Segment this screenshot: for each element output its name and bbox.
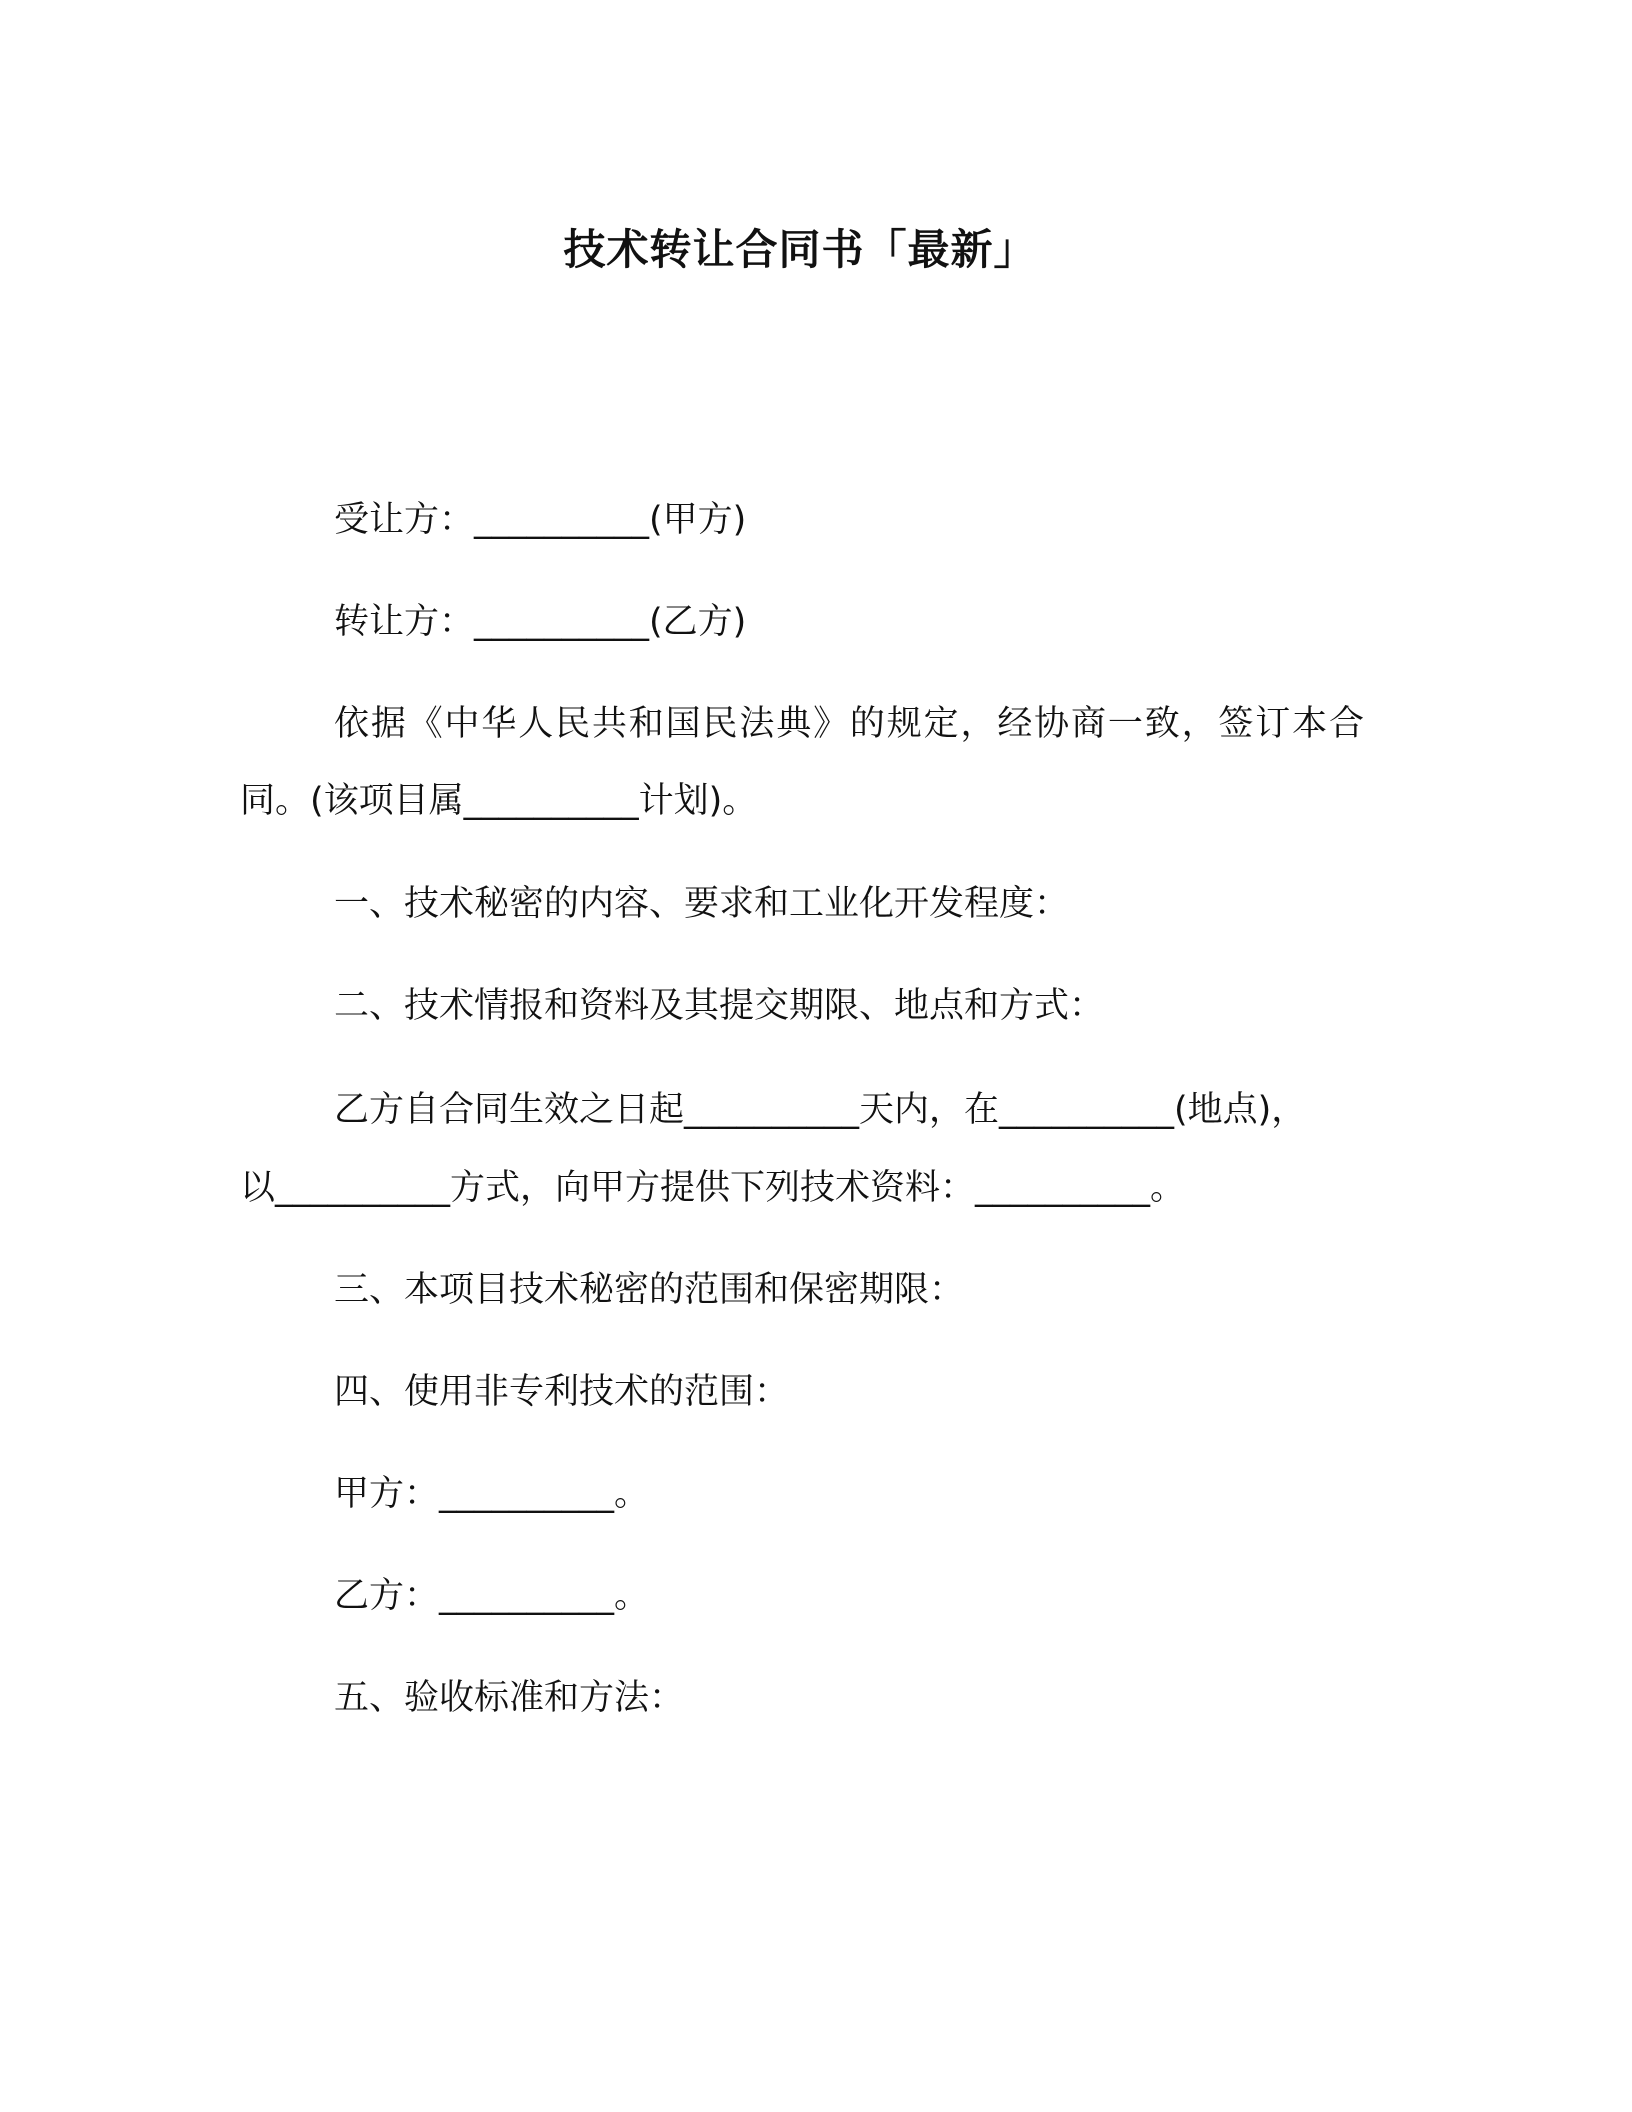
- section-4-party-b: 乙方：__________。: [334, 1576, 650, 1616]
- section-2-heading: 二、技术情报和资料及其提交期限、地点和方式：: [334, 986, 1105, 1026]
- document-title: 技术转让合同书「最新」: [563, 225, 1037, 274]
- party-b-line: 转让方：__________(乙方): [334, 602, 747, 642]
- preamble-line-2: 同。(该项目属__________计划)。: [240, 781, 758, 821]
- section-3-heading: 三、本项目技术秘密的范围和保密期限：: [334, 1270, 965, 1310]
- section-1-heading: 一、技术秘密的内容、要求和工业化开发程度：: [334, 884, 1070, 924]
- section-4-party-a: 甲方：__________。: [334, 1474, 650, 1514]
- section-2-body-line-2: 以__________方式，向甲方提供下列技术资料：__________。: [240, 1168, 1186, 1208]
- section-5-heading: 五、验收标准和方法：: [334, 1678, 685, 1718]
- section-2-body-line-1: 乙方自合同生效之日起__________天内，在__________(地点)，: [334, 1090, 1307, 1130]
- preamble-line-1: 依据《中华人民共和国民法典》的规定，经协商一致，签订本合: [334, 704, 1364, 744]
- section-4-heading: 四、使用非专利技术的范围：: [334, 1372, 790, 1412]
- party-a-line: 受让方：__________(甲方): [334, 500, 747, 540]
